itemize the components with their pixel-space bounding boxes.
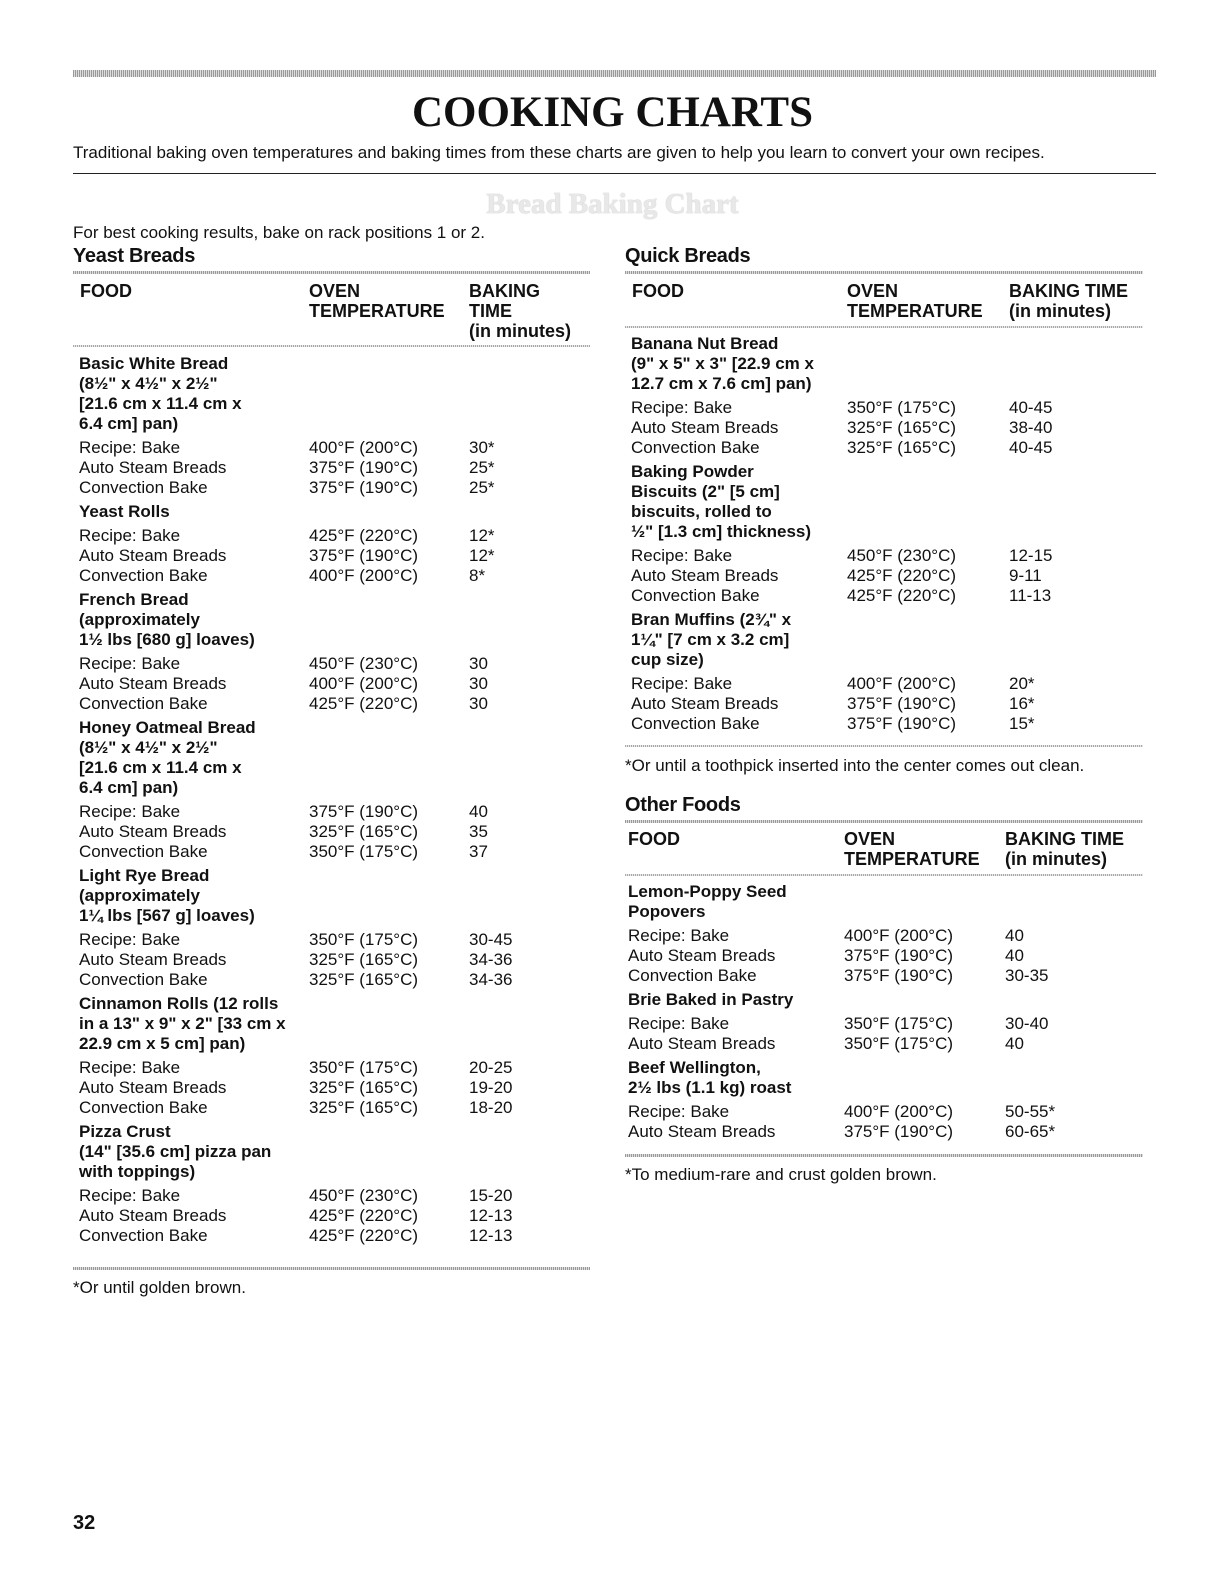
quick-footnote: *Or until a toothpick inserted into the center comes out clean.: [625, 756, 1085, 775]
baking-time: 30*: [469, 438, 495, 457]
quick-header-rule: [625, 326, 1143, 328]
food-name: Beef Wellington, 2½ lbs (1.1 kg) roast: [628, 1058, 792, 1097]
table-row: [79, 1206, 584, 1226]
food-name: Basic White Bread (8½" x 4½" x 2½" [21.6 cm x 11.4 cm x 6.4 cm] pan): [79, 354, 242, 433]
oven-temperature: 425°F (220°C): [847, 566, 957, 585]
page-title: COOKING CHARTS: [411, 89, 814, 136]
oven-temperature: 325°F (165°C): [309, 1098, 419, 1117]
cook-method: Recipe: Bake: [631, 674, 733, 693]
baking-time: 40: [469, 802, 488, 821]
cook-method: Convection Bake: [79, 478, 208, 497]
baking-time: 25*: [469, 458, 495, 477]
other-foods-title: Other Foods: [625, 794, 741, 816]
oven-temperature: 425°F (220°C): [309, 526, 419, 545]
chart-subtitle: Bread Baking Chart: [486, 188, 739, 220]
food-name: Pizza Crust (14" [35.6 cm] pizza pan with toppings): [79, 1122, 272, 1181]
oven-temperature: 375°F (190°C): [309, 478, 419, 497]
table-row: [79, 458, 584, 478]
cook-method: Convection Bake: [79, 566, 208, 585]
food-name: Banana Nut Bread (9" x 5" x 3" [22.9 cm x 12.7 cm x 7.6 cm] pan): [631, 334, 814, 393]
table-row: [631, 438, 1136, 458]
table-row: [79, 970, 584, 990]
oven-temperature: 350°F (175°C): [844, 1014, 954, 1033]
baking-time: 50-55*: [1005, 1102, 1056, 1121]
oven-temperature: 325°F (165°C): [309, 970, 419, 989]
page-number: 32: [73, 1512, 96, 1534]
food-group: [79, 1122, 584, 1246]
oven-temperature: 350°F (175°C): [309, 930, 419, 949]
quick-header-temp: OVEN TEMPERATURE: [847, 281, 983, 321]
oven-temperature: 350°F (175°C): [309, 1058, 419, 1077]
oven-temperature: 375°F (190°C): [309, 802, 419, 821]
table-row: [631, 694, 1136, 714]
cook-method: Recipe: Bake: [79, 654, 181, 673]
oven-temperature: 425°F (220°C): [309, 694, 419, 713]
table-row: [79, 694, 584, 714]
table-row: [79, 566, 584, 586]
cook-method: Auto Steam Breads: [631, 566, 779, 585]
table-row: [631, 674, 1136, 694]
food-group: [631, 462, 1136, 606]
oven-temperature: 375°F (190°C): [847, 694, 957, 713]
quick-breads-title: Quick Breads: [625, 245, 751, 267]
oven-temperature: 400°F (200°C): [309, 438, 419, 457]
baking-time: 38-40: [1009, 418, 1053, 437]
other-header-food: FOOD: [628, 829, 680, 849]
table-row: [628, 946, 1138, 966]
baking-time: 40: [1005, 946, 1024, 965]
oven-temperature: 375°F (190°C): [844, 966, 954, 985]
table-row: [79, 478, 584, 498]
food-name: French Bread (approximately 1½ lbs [680 g] loaves): [79, 590, 255, 649]
food-name: Cinnamon Rolls (12 rolls in a 13" x 9" x 2" [33 cm x 22.9 cm x 5 cm] pan): [79, 994, 286, 1053]
other-bottom-rule: [625, 1154, 1143, 1157]
table-row: [628, 1034, 1138, 1054]
oven-temperature: 350°F (175°C): [309, 842, 419, 861]
cook-method: Recipe: Bake: [628, 1014, 730, 1033]
quick-top-rule: [625, 271, 1143, 274]
cook-method: Convection Bake: [631, 586, 760, 605]
oven-temperature: 350°F (175°C): [847, 398, 957, 417]
cook-method: Recipe: Bake: [79, 1186, 181, 1205]
oven-temperature: 375°F (190°C): [844, 946, 954, 965]
cook-method: Recipe: Bake: [79, 438, 181, 457]
table-row: [79, 822, 584, 842]
baking-time: 16*: [1009, 694, 1035, 713]
table-row: [628, 1102, 1138, 1122]
other-footnote: *To medium-rare and crust golden brown.: [625, 1165, 937, 1184]
table-row: [628, 966, 1138, 986]
quick-breads-table: [631, 334, 1136, 738]
oven-temperature: 375°F (190°C): [309, 458, 419, 477]
table-row: [79, 842, 584, 862]
food-name: Bran Muffins (2¾" x 1¼" [7 cm x 3.2 cm] cup size): [631, 610, 792, 669]
table-row: [79, 438, 584, 458]
cook-method: Recipe: Bake: [628, 926, 730, 945]
oven-temperature: 325°F (165°C): [847, 438, 957, 457]
oven-temperature: 400°F (200°C): [844, 926, 954, 945]
baking-time: 12-13: [469, 1226, 513, 1245]
cook-method: Recipe: Bake: [79, 1058, 181, 1077]
table-row: [631, 398, 1136, 418]
baking-time: 60-65*: [1005, 1122, 1056, 1141]
oven-temperature: 400°F (200°C): [847, 674, 957, 693]
baking-time: 40-45: [1009, 398, 1053, 417]
table-row: [628, 1122, 1138, 1142]
table-row: [79, 1058, 584, 1078]
cook-method: Recipe: Bake: [631, 398, 733, 417]
food-group: [628, 1058, 1138, 1142]
baking-time: 40: [1005, 926, 1024, 945]
table-row: [79, 526, 584, 546]
oven-temperature: 425°F (220°C): [847, 586, 957, 605]
food-name: Baking Powder Biscuits (2" [5 cm] biscuits, rolled to ½" [1.3 cm] thickness): [631, 462, 812, 541]
oven-temperature: 375°F (190°C): [844, 1122, 954, 1141]
table-row: [79, 674, 584, 694]
cook-method: Recipe: Bake: [79, 526, 181, 545]
food-group: [79, 866, 584, 990]
baking-time: 8*: [469, 566, 486, 585]
intro-text: Traditional baking oven temperatures and baking times from these charts are given to help you learn to convert your own recipes.: [73, 143, 1045, 162]
rack-note: For best cooking results, bake on rack positions 1 or 2.: [73, 223, 485, 242]
table-row: [79, 1078, 584, 1098]
oven-temperature: 425°F (220°C): [309, 1226, 419, 1245]
cook-method: Convection Bake: [631, 438, 760, 457]
yeast-header-food: FOOD: [80, 281, 132, 301]
cook-method: Auto Steam Breads: [79, 458, 227, 477]
oven-temperature: 450°F (230°C): [309, 654, 419, 673]
food-group: [79, 718, 584, 862]
table-row: [79, 654, 584, 674]
cook-method: Convection Bake: [79, 694, 208, 713]
oven-temperature: 325°F (165°C): [309, 950, 419, 969]
baking-time: 11-13: [1009, 586, 1052, 605]
table-row: [631, 566, 1136, 586]
table-row: [631, 586, 1136, 606]
food-name: Brie Baked in Pastry: [628, 990, 794, 1009]
other-header-time: BAKING TIME (in minutes): [1005, 829, 1124, 869]
cook-method: Auto Steam Breads: [79, 822, 227, 841]
cook-method: Convection Bake: [79, 970, 208, 989]
cook-method: Recipe: Bake: [79, 930, 181, 949]
table-row: [631, 546, 1136, 566]
table-row: [79, 1226, 584, 1246]
oven-temperature: 450°F (230°C): [309, 1186, 419, 1205]
cook-method: Auto Steam Breads: [79, 1206, 227, 1225]
baking-time: 37: [469, 842, 488, 861]
baking-time: 30-40: [1005, 1014, 1049, 1033]
food-name: Light Rye Bread (approximately 1¼ lbs [567 g] loaves): [79, 866, 255, 925]
food-group: [631, 334, 1136, 458]
food-group: [628, 990, 1138, 1054]
food-group: [79, 590, 584, 714]
oven-temperature: 350°F (175°C): [844, 1034, 954, 1053]
food-name: Yeast Rolls: [79, 502, 170, 521]
cook-method: Convection Bake: [79, 1098, 208, 1117]
yeast-header-temp: OVEN TEMPERATURE: [309, 281, 445, 321]
yeast-breads-title: Yeast Breads: [73, 245, 196, 267]
other-header-rule: [625, 874, 1143, 876]
baking-time: 15-20: [469, 1186, 513, 1205]
cook-method: Convection Bake: [631, 714, 760, 733]
baking-time: 30: [469, 694, 488, 713]
cook-method: Auto Steam Breads: [79, 1078, 227, 1097]
cook-method: Convection Bake: [79, 842, 208, 861]
yeast-header-time: BAKING TIME (in minutes): [469, 281, 571, 341]
food-group: [79, 354, 584, 498]
other-top-rule: [625, 820, 1143, 823]
table-row: [79, 1098, 584, 1118]
baking-time: 30: [469, 654, 488, 673]
table-row: [628, 1014, 1138, 1034]
cook-method: Convection Bake: [79, 1226, 208, 1245]
baking-time: 35: [469, 822, 488, 841]
oven-temperature: 325°F (165°C): [847, 418, 957, 437]
baking-time: 19-20: [469, 1078, 513, 1097]
table-row: [79, 546, 584, 566]
quick-header-time: BAKING TIME (in minutes): [1009, 281, 1128, 321]
baking-time: 9-11: [1009, 566, 1042, 585]
cook-method: Recipe: Bake: [631, 546, 733, 565]
baking-time: 20-25: [469, 1058, 513, 1077]
baking-time: 18-20: [469, 1098, 513, 1117]
cook-method: Auto Steam Breads: [628, 946, 776, 965]
other-header-temp: OVEN TEMPERATURE: [844, 829, 980, 869]
yeast-header-rule: [73, 345, 590, 347]
oven-temperature: 375°F (190°C): [847, 714, 957, 733]
yeast-bottom-rule: [73, 1267, 590, 1270]
baking-time: 40: [1005, 1034, 1024, 1053]
cook-method: Auto Steam Breads: [631, 694, 779, 713]
baking-time: 12-15: [1009, 546, 1053, 565]
oven-temperature: 400°F (200°C): [844, 1102, 954, 1121]
cook-method: Auto Steam Breads: [79, 674, 227, 693]
baking-time: 30: [469, 674, 488, 693]
cook-method: Auto Steam Breads: [79, 950, 227, 969]
baking-time: 40-45: [1009, 438, 1053, 457]
baking-time: 20*: [1009, 674, 1035, 693]
baking-time: 12-13: [469, 1206, 513, 1225]
oven-temperature: 325°F (165°C): [309, 822, 419, 841]
cook-method: Convection Bake: [628, 966, 757, 985]
yeast-breads-table: [79, 354, 584, 1250]
baking-time: 34-36: [469, 950, 513, 969]
food-group: [79, 994, 584, 1118]
other-foods-table: [628, 882, 1138, 1146]
food-name: Lemon-Poppy Seed Popovers: [628, 882, 787, 921]
table-row: [79, 802, 584, 822]
top-hatch-bar: [73, 70, 1156, 77]
baking-time: 15*: [1009, 714, 1035, 733]
baking-time: 12*: [469, 526, 495, 545]
cook-method: Auto Steam Breads: [79, 546, 227, 565]
food-name: Honey Oatmeal Bread (8½" x 4½" x 2½" [21.6 cm x 11.4 cm x 6.4 cm] pan): [79, 718, 256, 797]
table-row: [631, 714, 1136, 734]
yeast-footnote: *Or until golden brown.: [73, 1278, 246, 1297]
table-row: [631, 418, 1136, 438]
quick-bottom-rule: [625, 745, 1143, 747]
oven-temperature: 325°F (165°C): [309, 1078, 419, 1097]
cook-method: Recipe: Bake: [79, 802, 181, 821]
cook-method: Auto Steam Breads: [631, 418, 779, 437]
food-group: [628, 882, 1138, 986]
oven-temperature: 400°F (200°C): [309, 674, 419, 693]
food-group: [631, 610, 1136, 734]
baking-time: 12*: [469, 546, 495, 565]
oven-temperature: 400°F (200°C): [309, 566, 419, 585]
oven-temperature: 375°F (190°C): [309, 546, 419, 565]
oven-temperature: 425°F (220°C): [309, 1206, 419, 1225]
baking-time: 25*: [469, 478, 495, 497]
table-row: [628, 926, 1138, 946]
baking-time: 34-36: [469, 970, 513, 989]
table-row: [79, 930, 584, 950]
quick-header-food: FOOD: [632, 281, 684, 301]
oven-temperature: 450°F (230°C): [847, 546, 957, 565]
header-rule: [73, 173, 1156, 174]
yeast-top-rule: [73, 271, 590, 274]
cook-method: Auto Steam Breads: [628, 1034, 776, 1053]
table-row: [79, 950, 584, 970]
baking-time: 30-45: [469, 930, 513, 949]
food-group: [79, 502, 584, 586]
table-row: [79, 1186, 584, 1206]
cook-method: Auto Steam Breads: [628, 1122, 776, 1141]
baking-time: 30-35: [1005, 966, 1049, 985]
cook-method: Recipe: Bake: [628, 1102, 730, 1121]
